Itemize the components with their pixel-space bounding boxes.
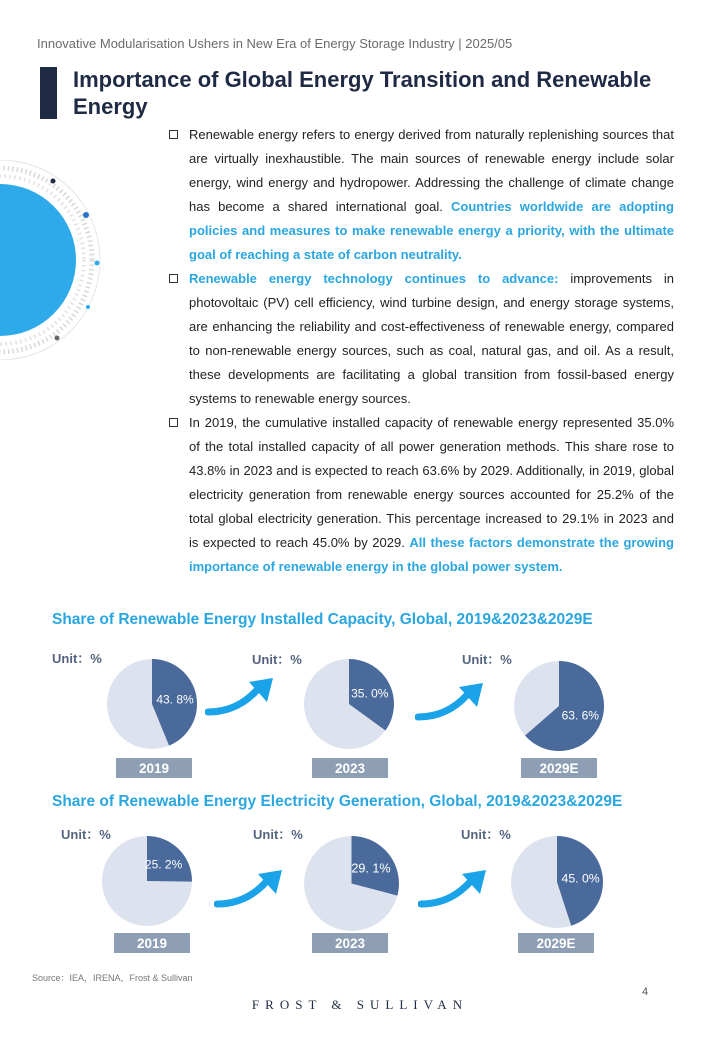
checkbox-bullet-icon xyxy=(169,418,178,427)
highlight-lead: Renewable energy technology continues to advance: xyxy=(189,271,559,286)
pie-chart-capacity-2029e xyxy=(513,660,605,752)
chart-title-installed-capacity: Share of Renewable Energy Installed Capacity, Global, 2019&2023&2029E xyxy=(52,611,593,628)
year-label: 2023 xyxy=(312,933,388,953)
pie-data-label: 43. 8% xyxy=(156,692,194,707)
year-label: 2019 xyxy=(116,758,192,778)
year-label: 2023 xyxy=(312,758,388,778)
arrow-icon xyxy=(418,868,488,910)
unit-label: Unit：% xyxy=(462,652,512,667)
unit-label: Unit：% xyxy=(52,651,102,666)
bullet-item: In 2019, the cumulative installed capacity of renewable energy represented 35.0% of the total installed capacity of all power generation methods. This share rose to 43.8% in 2023 and is expected to reach 63.6% by 2029. Additionally, in 2019, global electricity generation from renewable energy sources accounted for 25.2% of the total global electricity generation. This percentage increased to 29.1% in 2023 and is expected to reach 45.0% by 2029. All these factors demonstrate the growing importance of renewable energy in the global power system. xyxy=(168,411,674,579)
pie-data-label: 45. 0% xyxy=(561,871,600,886)
pie-chart-generation-2023 xyxy=(303,835,400,932)
unit-label: Unit：% xyxy=(252,652,302,667)
year-label: 2019 xyxy=(114,933,190,953)
title-accent-bar xyxy=(40,67,57,119)
arrow-icon xyxy=(205,676,275,718)
page-title: Importance of Global Energy Transition and Renewable Energy xyxy=(73,67,652,119)
pie-data-label: 25. 2% xyxy=(144,857,183,872)
unit-label: Unit：% xyxy=(253,827,303,842)
pie-chart-generation-2019 xyxy=(101,835,193,927)
arrow-icon xyxy=(214,868,284,910)
decorative-circle-graphic xyxy=(0,160,110,360)
pie-data-label: 35. 0% xyxy=(351,686,389,701)
year-label: 2029E xyxy=(518,933,594,953)
highlight-text: Countries worldwide are adopting policies and measures to make renewable energy a priority, with the ultimate goal of reaching a state of carbon neutrality. xyxy=(189,199,674,262)
source-note: Source：IEA，IRENA，Frost & Sullivan xyxy=(32,973,193,983)
pie-chart-generation-2029e xyxy=(510,835,604,929)
arrow-icon xyxy=(415,681,485,723)
running-header: Innovative Modularisation Ushers in New Era of Energy Storage Industry | 2025/05 xyxy=(37,36,513,51)
highlight-text: All these factors demonstrate the growing importance of renewable energy in the global power system. xyxy=(189,535,675,574)
chart-title-electricity-generation: Share of Renewable Energy Electricity Generation, Global, 2019&2023&2029E xyxy=(52,793,623,810)
bullet-list xyxy=(168,123,674,579)
checkbox-bullet-icon xyxy=(169,274,178,283)
bullet-item: Renewable energy refers to energy derived from naturally replenishing sources that are virtually inexhaustible. The main sources of renewable energy include solar energy, wind energy and hydropower. Addressing the challenge of climate change has become a shared international goal. Countries worldwide are adopting policies and measures to make renewable energy a priority, with the ultimate goal of reaching a state of carbon neutrality. xyxy=(168,123,674,267)
checkbox-bullet-icon xyxy=(169,130,178,139)
pie-data-label: 63. 6% xyxy=(561,708,599,723)
pie-chart-capacity-2023 xyxy=(303,658,395,750)
pie-data-label: 29. 1% xyxy=(351,861,391,876)
footer-logo: FROST & SULLIVAN xyxy=(251,997,469,1012)
bullet-item: Renewable energy technology continues to advance: improvements in photovoltaic (PV) cell efficiency, wind turbine design, and energy storage systems, are enhancing the reliability and cost-effectiveness of renewable energy, compared to non-renewable energy sources, such as coal, natural gas, and oil. As a result, these developments are facilitating a global transition from fossil-based energy systems to renewable energy sources. xyxy=(168,267,674,411)
page-number: 4 xyxy=(642,986,649,998)
unit-label: Unit：% xyxy=(461,827,511,842)
pie-chart-capacity-2019 xyxy=(106,658,198,750)
unit-label: Unit：% xyxy=(61,827,111,842)
year-label: 2029E xyxy=(521,758,597,778)
